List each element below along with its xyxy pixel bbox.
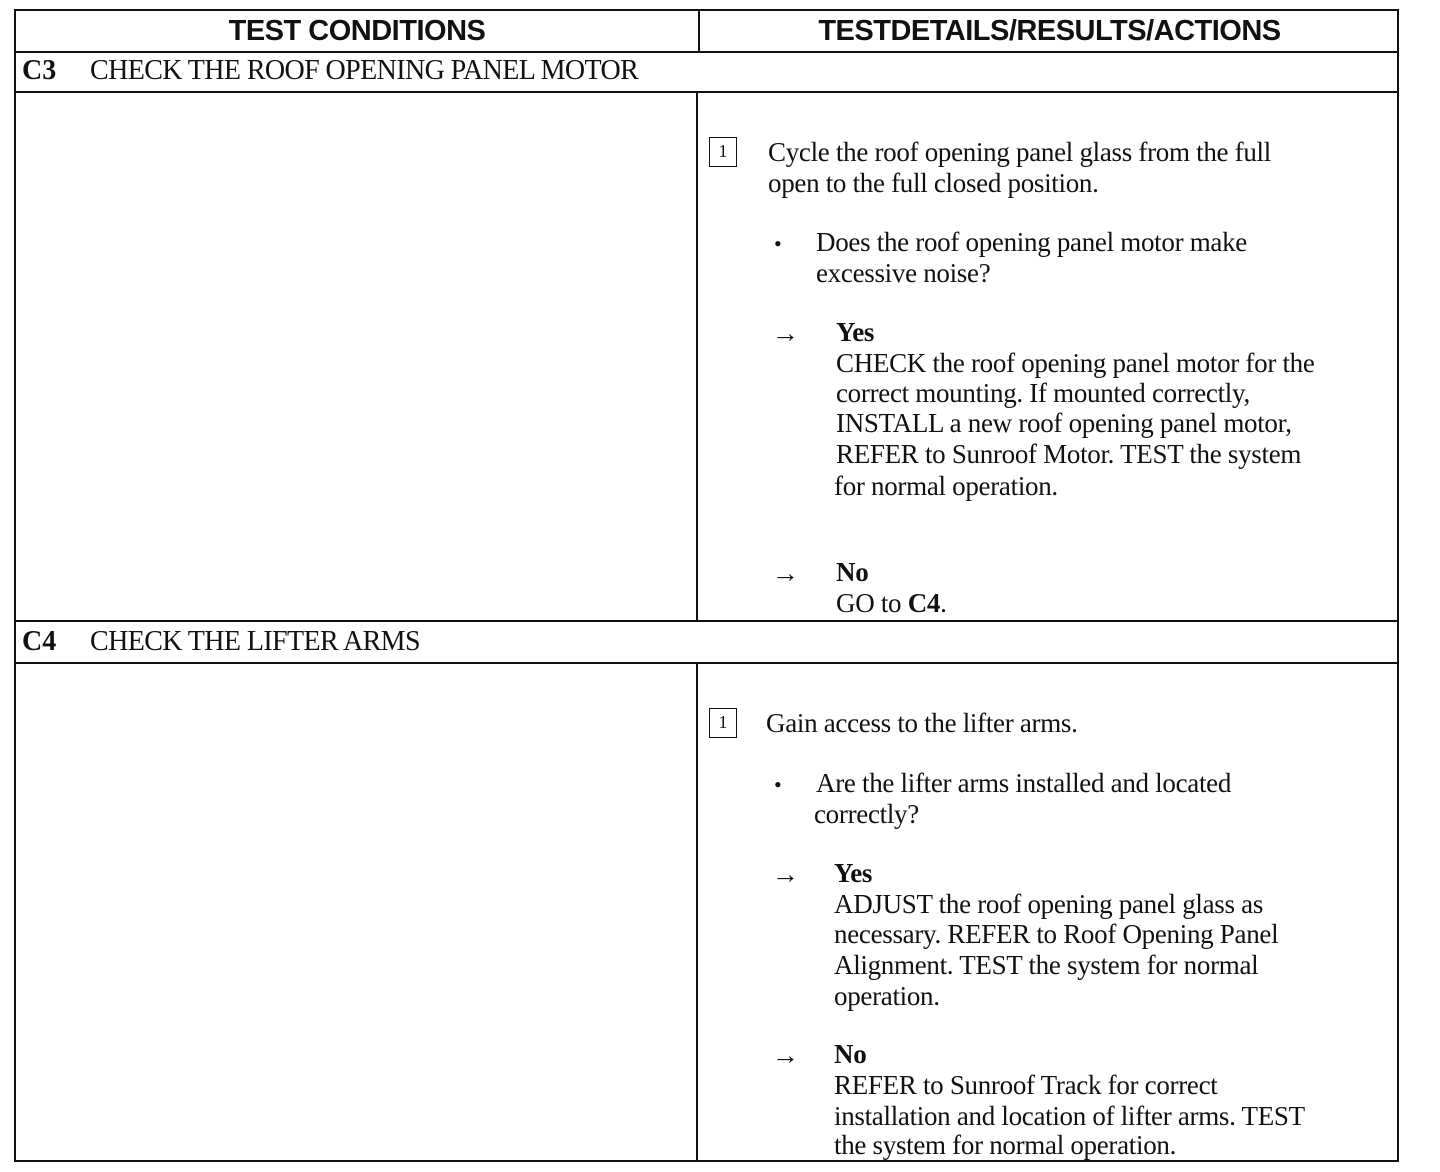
step-number-box: 1 <box>709 708 737 738</box>
step-number-box: 1 <box>709 137 737 167</box>
yes-text-line: necessary. REFER to Roof Opening Panel <box>834 919 1279 949</box>
yes-text-line: for normal operation. <box>834 471 1058 501</box>
no-text-suffix: . <box>940 588 947 618</box>
section-c4-body <box>16 664 1397 1160</box>
section-c4-title-row <box>16 622 1397 664</box>
column-divider <box>696 93 698 620</box>
table-header-row <box>16 11 1397 53</box>
no-text-line: installation and location of lifter arms. TEST <box>834 1101 1305 1131</box>
section-c3-title-row <box>16 51 1397 93</box>
bullet-icon: • <box>774 231 782 256</box>
section-code: C4 <box>22 626 57 657</box>
arrow-right-icon: → <box>772 859 799 889</box>
section-title: CHECK THE ROOF OPENING PANEL MOTOR <box>90 55 639 86</box>
yes-text-line: CHECK the roof opening panel motor for the <box>836 348 1315 378</box>
question-line: Does the roof opening panel motor make <box>816 227 1247 257</box>
bullet-icon: • <box>774 772 782 797</box>
no-label: No <box>836 557 869 587</box>
section-code: C3 <box>22 55 57 86</box>
column-divider <box>696 664 698 1160</box>
section-title: CHECK THE LIFTER ARMS <box>90 626 420 657</box>
step-text-line: Cycle the roof opening panel glass from the full <box>768 137 1271 167</box>
yes-text-line: INSTALL a new roof opening panel motor, <box>836 408 1292 438</box>
header-test-conditions: TEST CONDITIONS <box>16 11 700 51</box>
no-label: No <box>834 1039 867 1069</box>
arrow-right-icon: → <box>772 558 799 588</box>
yes-text-line: REFER to Sunroof Motor. TEST the system <box>836 439 1302 469</box>
yes-text-line: Alignment. TEST the system for normal <box>834 950 1259 980</box>
yes-text-line: ADJUST the roof opening panel glass as <box>834 889 1264 919</box>
section-c3-body <box>16 93 1397 622</box>
question-line: correctly? <box>814 799 919 829</box>
yes-label: Yes <box>834 858 873 888</box>
no-text-line: the system for normal operation. <box>834 1130 1177 1160</box>
step-text-line: Gain access to the lifter arms. <box>766 708 1078 738</box>
yes-text-line: correct mounting. If mounted correctly, <box>836 378 1250 408</box>
step-text-line: open to the full closed position. <box>768 168 1099 198</box>
diagnostic-table <box>14 9 1399 1162</box>
yes-label: Yes <box>836 317 875 347</box>
question-line: Are the lifter arms installed and located <box>816 768 1232 798</box>
no-text-line <box>836 588 947 619</box>
arrow-right-icon: → <box>772 318 799 348</box>
arrow-right-icon: → <box>772 1040 799 1070</box>
yes-text-line: operation. <box>834 981 940 1011</box>
no-text-line: REFER to Sunroof Track for correct <box>834 1070 1218 1100</box>
header-test-details: TESTDETAILS/RESULTS/ACTIONS <box>818 15 1281 47</box>
no-text-link-code: C4 <box>907 588 941 618</box>
question-line: excessive noise? <box>816 258 991 288</box>
no-text-prefix: GO to <box>836 588 908 618</box>
